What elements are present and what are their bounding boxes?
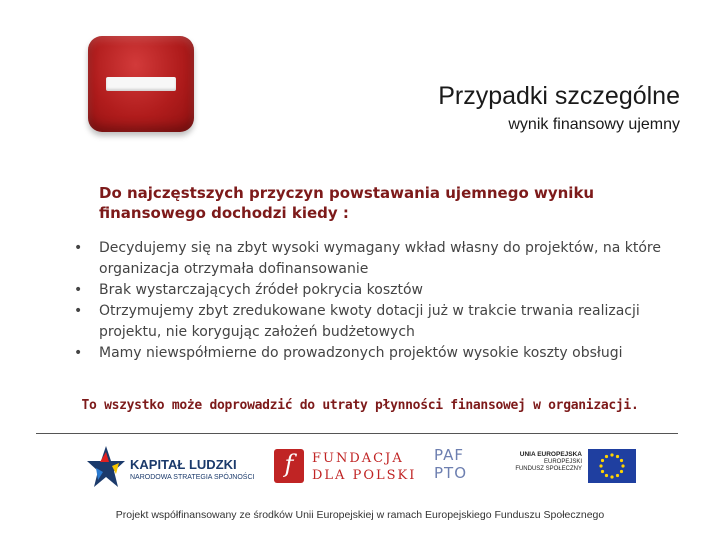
- eu-line2: EUROPEJSKI: [543, 459, 582, 465]
- list-item: [74, 238, 694, 280]
- list-item-text: Mamy niewspółmierne do prowadzonych projektów wysokie koszty obsługi: [99, 345, 623, 361]
- paf-line1: PAF: [434, 446, 464, 464]
- kapital-ludzki-subtitle: NARODOWA STRATEGIA SPÓJNOŚCI: [130, 474, 255, 481]
- fundacja-dla-polski-logo: [272, 447, 417, 487]
- bullet-icon: •: [74, 240, 83, 256]
- footer-divider: [36, 433, 678, 434]
- bullet-icon: •: [74, 345, 83, 361]
- list-item: [74, 301, 694, 343]
- minus-sign-icon: [88, 36, 194, 132]
- bullet-icon: •: [74, 303, 83, 319]
- fundacja-mark: f: [284, 450, 294, 478]
- list-item-text: Otrzymujemy zbyt zredukowane kwoty dotacji już w trakcie trwania realizacji projektu, nie korygując założeń budżetowych: [99, 303, 640, 340]
- eu-text-block: [506, 451, 582, 473]
- list-item-text: Decydujemy się na zbyt wysoki wymagany wkład własny do projektów, na które organizacja otrzymała dofinansowanie: [99, 240, 661, 277]
- bullet-icon: •: [74, 282, 83, 298]
- kapital-ludzki-logo: [82, 440, 255, 496]
- fundacja-mark-icon: [274, 449, 304, 483]
- reasons-list: [74, 238, 694, 364]
- eu-line3: FUNDUSZ SPOŁECZNY: [515, 466, 582, 472]
- list-item: [74, 280, 694, 301]
- kapital-ludzki-title: KAPITAŁ LUDZKI: [130, 457, 237, 472]
- list-item: [74, 343, 694, 364]
- list-item-text: Brak wystarczających źródeł pokrycia kosztów: [99, 282, 423, 298]
- lead-text: Do najczęstszych przyczyn powstawania ujemnego wyniku finansowego dochodzi kiedy :: [99, 184, 595, 222]
- slide-subtitle: wynik finansowy ujemny: [508, 116, 680, 133]
- fundacja-line1: FUNDACJA: [312, 451, 404, 466]
- kapital-ludzki-star-icon: [86, 444, 126, 490]
- eu-flag-icon: [588, 449, 636, 483]
- slide-title: Przypadki szczególne: [438, 82, 680, 110]
- eu-efs-logo: [506, 447, 638, 487]
- paf-line2: PTO: [434, 464, 468, 482]
- paf-pto-logo: [434, 446, 482, 488]
- cofinancing-footer: Projekt współfinansowany ze środków Unii Europejskiej w ramach Europejskiego Funduszu Społecznego: [115, 509, 605, 521]
- fundacja-line2: DLA POLSKI: [312, 468, 417, 483]
- eu-line1: UNIA EUROPEJSKA: [519, 451, 582, 458]
- conclusion-text: To wszystko może doprowadzić do utraty płynności finansowej w organizacji.: [81, 398, 639, 413]
- minus-bar: [106, 77, 176, 91]
